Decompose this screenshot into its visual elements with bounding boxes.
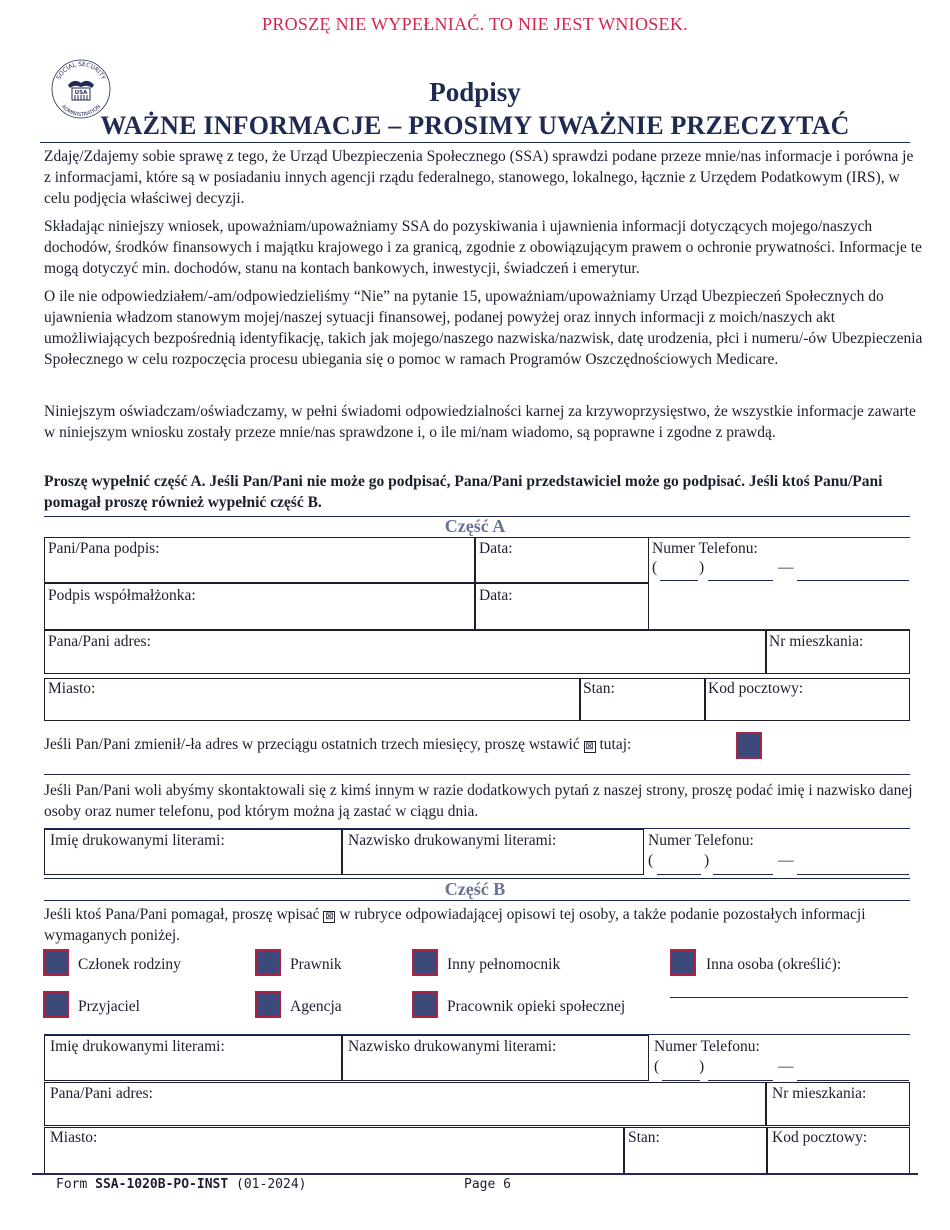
other-person-checkbox[interactable] bbox=[670, 949, 696, 976]
title-divider bbox=[40, 142, 910, 143]
spouse-signature-label: Podpis współmałżonka: bbox=[48, 587, 196, 604]
paragraph-verification: Zdaję/Zdajemy sobie sprawę z tego, że Urząd Ubezpieczenia Społecznego (SSA) sprawdzi podane przeze mnie/nas informacje i porówna je z informacjami, które są w posiadaniu innych agencji rządu federalnego, stanowego, lokalnego, łącznie z Urzędem Podatkowym (IRS), w celu podjęcia właściwej decyzji. bbox=[44, 148, 914, 207]
part-b-title: Część B bbox=[444, 879, 506, 899]
page-subtitle: WAŻNE INFORMACJE – PROSIMY UWAŻNIE PRZECZYTAĆ bbox=[100, 111, 850, 140]
helper-first-name-label: Imię drukowanymi literami: bbox=[50, 1038, 225, 1055]
helper-zip-label: Kod pocztowy: bbox=[772, 1129, 868, 1146]
helper-phone-line-field[interactable] bbox=[797, 1080, 909, 1081]
phone-area-code-field[interactable] bbox=[660, 580, 698, 581]
city-field[interactable] bbox=[44, 678, 580, 721]
checked-box-icon: ⊠ bbox=[585, 741, 594, 752]
logo-bottom-text: ADMINISTRATION bbox=[59, 103, 103, 119]
address-change-text-before: Jeśli Pan/Pani zmienił/-ła adres w przeciągu ostatnich trzech miesięcy, proszę wstawić bbox=[44, 736, 580, 753]
page-title: Podpisy bbox=[429, 77, 521, 107]
paragraph-authorization: Składając niniejszy wniosek, upoważniam/upoważniamy SSA do pozyskiwania i ujawnienia informacji dotyczących mojego/naszych dochodów, środków finansowych i majątku krajowego i za granicą, zgodnie z obowiązującym prawem o ochronie prywatności. Informacje te mogą dotyczyć min. dochodów, stanu na kontach bankowych, inwestycji, świadczeń i emerytur. bbox=[44, 218, 922, 277]
social-worker-checkbox[interactable] bbox=[412, 991, 438, 1018]
address-label: Pana/Pani adres: bbox=[48, 633, 151, 650]
paragraph-declaration: Niniejszym oświadczam/oświadczamy, w pełni świadomi odpowiedzialności karnej za krzywoprzysięstwo, że wszystkie informacje zawarte w niniejszym wniosku zostały przeze mnie/nas sprawdzone i, o ile mi/nam wiadomo, są poprawne i zgodne z prawdą. bbox=[44, 403, 916, 441]
paragraph-disclosure: O ile nie odpowiedziałem/-am/odpowiedzieliśmy “Nie” na pytanie 15, upoważniam/upoważniamy Urząd Ubezpieczeń Społecznych do ujawnienia władzom stanowym mojej/naszej sytuacji finansowej, podanej powyżej oraz innych informacji z moich/naszych akt umożliwiających bezpośrednią identyfikację, takich jak mojego/naszego nazwiska/nazwisk, datę urodzenia, płci i numeru/-ów Ubezpieczenia Społecznego w celu rozpoczęcia procesu ubiegania się o pomoc w ramach Programów Oszczędnościowych Medicare. bbox=[44, 288, 923, 368]
state-label: Stan: bbox=[583, 680, 615, 697]
contact-phone-area-code-field[interactable] bbox=[657, 874, 701, 875]
footer-page-number: Page 6 bbox=[464, 1177, 511, 1192]
phone-paren-close: ) bbox=[699, 559, 705, 576]
address-change-checkbox[interactable] bbox=[736, 732, 762, 759]
paragraph-instructions: Proszę wypełnić część A. Jeśli Pan/Pani nie może go podpisać, Pana/Pani przedstawiciel może go podpisać. Jeśli ktoś Panu/Pani pomagał proszę również wypełnić część B. bbox=[44, 473, 883, 511]
part-b-intro bbox=[44, 904, 924, 946]
contact-phone-paren-close: ) bbox=[704, 852, 710, 869]
helper-apartment-label: Nr mieszkania: bbox=[772, 1085, 867, 1102]
phone-dash: — bbox=[778, 559, 794, 576]
contact-person-text: Jeśli Pan/Pani woli abyśmy skontaktowali się z kimś innym w razie dodatkowych pytań z naszej strony, proszę podać imię i nazwisko danej osoby oraz numer telefonu, pod którym można ją zastać w ciągu dnia. bbox=[44, 782, 913, 820]
footer-rule bbox=[32, 1173, 918, 1175]
address-field[interactable] bbox=[44, 630, 766, 674]
address-change-text-after: tutaj: bbox=[599, 736, 632, 753]
family-member-label: Członek rodziny bbox=[78, 956, 181, 973]
footer-form-label: Form bbox=[56, 1177, 88, 1192]
helper-city-label: Miasto: bbox=[50, 1129, 98, 1146]
family-member-checkbox[interactable] bbox=[43, 949, 69, 976]
other-person-specify-field[interactable] bbox=[670, 997, 908, 998]
contact-divider bbox=[44, 774, 910, 775]
phone-paren-open: ( bbox=[652, 559, 658, 576]
contact-phone-dash: — bbox=[778, 852, 794, 869]
helper-phone-area-code-field[interactable] bbox=[662, 1080, 700, 1081]
helper-phone-prefix-field[interactable] bbox=[708, 1080, 773, 1081]
form-footer bbox=[56, 1177, 306, 1192]
checked-box-icon: ⊠ bbox=[325, 911, 334, 922]
contact-phone-paren-open: ( bbox=[648, 852, 654, 869]
address-change-text bbox=[44, 736, 631, 754]
contact-phone-label: Numer Telefonu: bbox=[648, 832, 754, 849]
city-label: Miasto: bbox=[48, 680, 96, 697]
date-label: Data: bbox=[479, 540, 513, 557]
footer-form-date: (01-2024) bbox=[236, 1177, 307, 1192]
logo-center-text: USA bbox=[74, 90, 88, 96]
helper-phone-dash: — bbox=[778, 1058, 794, 1075]
phone-label: Numer Telefonu: bbox=[652, 540, 758, 557]
helper-address-label: Pana/Pani adres: bbox=[50, 1085, 153, 1102]
helper-city-field[interactable] bbox=[44, 1127, 624, 1175]
part-b-intro-before: Jeśli ktoś Pana/Pani pomagał, proszę wpisać bbox=[44, 906, 320, 923]
helper-state-label: Stan: bbox=[628, 1129, 660, 1146]
lawyer-label: Prawnik bbox=[290, 956, 342, 973]
spouse-date-label: Data: bbox=[479, 587, 513, 604]
zip-label: Kod pocztowy: bbox=[708, 680, 804, 697]
contact-last-name-label: Nazwisko drukowanymi literami: bbox=[348, 832, 557, 849]
helper-last-name-label: Nazwisko drukowanymi literami: bbox=[348, 1038, 557, 1055]
part-b-title-rule bbox=[44, 900, 910, 901]
helper-phone-label: Numer Telefonu: bbox=[654, 1038, 760, 1055]
do-not-fill-notice: PROSZĘ NIE WYPEŁNIAĆ. TO NIE JEST WNIOSEK. bbox=[262, 14, 688, 34]
helper-phone-paren-open: ( bbox=[654, 1058, 660, 1075]
signature-label: Pani/Pana podpis: bbox=[48, 540, 160, 557]
other-representative-checkbox[interactable] bbox=[412, 949, 438, 976]
other-person-label: Inna osoba (określić): bbox=[706, 956, 842, 973]
part-b-intro-after: w rubryce odpowiadającej opisowi tej osoby, a także podanie pozostałych informacji wymaganych poniżej. bbox=[44, 906, 866, 944]
contact-phone-prefix-field[interactable] bbox=[713, 874, 773, 875]
logo-top-text: SOCIAL SECURITY bbox=[55, 60, 107, 81]
phone-prefix-field[interactable] bbox=[708, 580, 773, 581]
helper-phone-paren-close: ) bbox=[699, 1058, 705, 1075]
footer-form-id: SSA-1020B-PO-INST bbox=[95, 1177, 229, 1192]
agency-checkbox[interactable] bbox=[255, 991, 281, 1018]
social-worker-label: Pracownik opieki społecznej bbox=[447, 998, 626, 1015]
phone-line-field[interactable] bbox=[797, 580, 909, 581]
agency-label: Agencja bbox=[290, 998, 342, 1015]
friend-checkbox[interactable] bbox=[43, 991, 69, 1018]
friend-label: Przyjaciel bbox=[78, 998, 140, 1015]
other-representative-label: Inny pełnomocnik bbox=[447, 956, 561, 973]
part-a-title: Część A bbox=[444, 516, 506, 536]
apartment-label: Nr mieszkania: bbox=[769, 633, 864, 650]
contact-first-name-label: Imię drukowanymi literami: bbox=[50, 832, 225, 849]
lawyer-checkbox[interactable] bbox=[255, 949, 281, 976]
contact-phone-line-field[interactable] bbox=[797, 874, 909, 875]
